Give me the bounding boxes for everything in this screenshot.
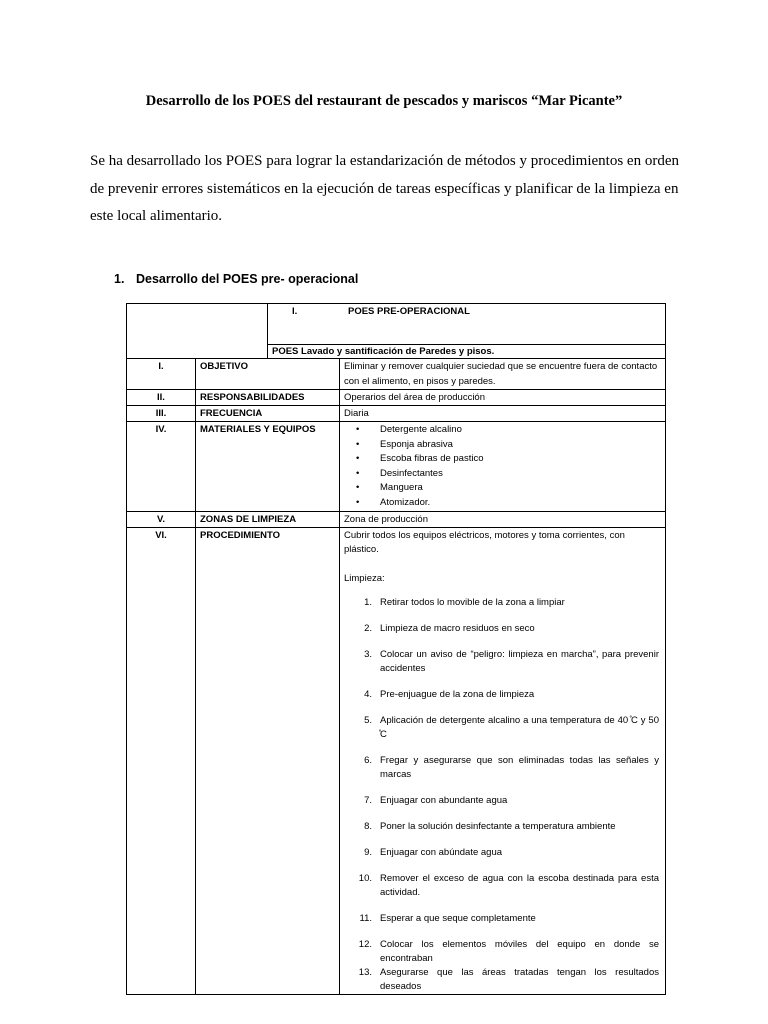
document-title: Desarrollo de los POES del restaurant de pescados y mariscos “Mar Picante”: [145, 93, 623, 109]
list-item: • Atomizador.: [380, 496, 661, 511]
list-item: 11. Esperar a que seque completamente: [359, 912, 536, 924]
list-item: 10. Remover el exceso de agua con la escoba destinada para esta actividad.: [358, 872, 659, 898]
list-item: • Esponja abrasiva: [380, 438, 661, 453]
list-item: 7. Enjuagar con abundante agua: [364, 794, 508, 806]
row-label: RESPONSABILIDADES: [196, 390, 340, 406]
row-number: VI.: [127, 527, 196, 994]
procedure-steps: [344, 596, 661, 994]
list-item: 3. Colocar un aviso de “peligro: limpieza en marcha”, para prevenir accidentes: [364, 648, 659, 674]
header-empty-cell: [127, 304, 268, 359]
procedure-intro: Cubrir todos los equipos eléctricos, motores y toma corrientes, con plástico.: [344, 529, 625, 555]
list-item: 4. Pre-enjuague de la zona de limpieza: [364, 688, 535, 700]
header-subtitle: POES Lavado y santificación de Paredes y pisos.: [267, 345, 665, 359]
list-item: • Detergente alcalino: [380, 423, 661, 438]
header-title-cell: [267, 304, 665, 345]
list-item: 9. Enjuagar con abúndate agua: [364, 846, 503, 858]
bullet-icon: •: [356, 482, 360, 494]
list-item: 1. Retirar todos lo movible de la zona a limpiar: [364, 596, 565, 608]
row-label: MATERIALES Y EQUIPOS: [196, 422, 340, 512]
table-header-row: [127, 304, 666, 345]
bullet-icon: •: [356, 467, 360, 479]
list-item: • Escoba fibras de pastico: [380, 452, 661, 467]
bullet-icon: •: [356, 438, 360, 450]
row-value: Operarios del área de producción: [340, 390, 666, 406]
row-label: OBJETIVO: [196, 359, 340, 390]
row-label: ZONAS DE LIMPIEZA: [196, 511, 340, 527]
header-title: POES PRE-OPERACIONAL: [347, 306, 470, 317]
list-item: 13. Asegurarse que las áreas tratadas tengan los resultados deseados: [358, 966, 659, 992]
row-value: Diaria: [340, 406, 666, 422]
row-number: II.: [127, 390, 196, 406]
list-item: • Desinfectantes: [380, 467, 661, 482]
row-label: FRECUENCIA: [196, 406, 340, 422]
procedure-cell: [340, 527, 666, 994]
section-title: Desarrollo del POES pre- operacional: [136, 272, 359, 286]
row-number: IV.: [127, 422, 196, 512]
list-item: 12. Colocar los elementos móviles del equipo en donde se encontraban: [358, 938, 659, 964]
intro-paragraph: Se ha desarrollado los POES para lograr la estandarización de métodos y procedimientos en orden de prevenir errores sistemáticos en la ejecución de tareas específicas y planificar de la limpieza en este local alimentario.: [90, 153, 679, 224]
bullet-icon: •: [356, 424, 360, 435]
table-row: [127, 406, 666, 422]
materials-cell: [340, 422, 666, 512]
header-number: I.: [291, 306, 298, 317]
row-number: III.: [127, 406, 196, 422]
bullet-icon: •: [356, 453, 360, 465]
list-item: 2. Limpieza de macro residuos en seco: [364, 622, 535, 634]
section-heading: [114, 272, 358, 286]
row-number: I.: [127, 359, 196, 390]
row-label: PROCEDIMIENTO: [196, 527, 340, 994]
row-value: Eliminar y remover cualquier suciedad que se encuentre fuera de contacto con el alimento, en pisos y paredes.: [340, 359, 666, 390]
section-number: 1.: [114, 272, 125, 286]
table-row: [127, 390, 666, 406]
poes-table: [126, 303, 666, 995]
list-item: 5. Aplicación de detergente alcalino a una temperatura de 40 ̊C y 50 ̊C: [364, 714, 659, 740]
list-item: 6. Fregar y asegurarse que son eliminadas todas las señales y marcas: [364, 754, 659, 780]
list-item: 8. Poner la solución desinfectante a temperatura ambiente: [364, 820, 616, 832]
bullet-icon: •: [356, 496, 360, 508]
table-row: [127, 527, 666, 994]
list-item: • Manguera: [380, 481, 661, 496]
materials-list: [344, 423, 661, 511]
row-value: Zona de producción: [340, 511, 666, 527]
table-row: [127, 359, 666, 390]
procedure-subheading: Limpieza:: [344, 572, 385, 584]
row-number: V.: [127, 511, 196, 527]
table-row: [127, 511, 666, 527]
table-row: [127, 422, 666, 512]
